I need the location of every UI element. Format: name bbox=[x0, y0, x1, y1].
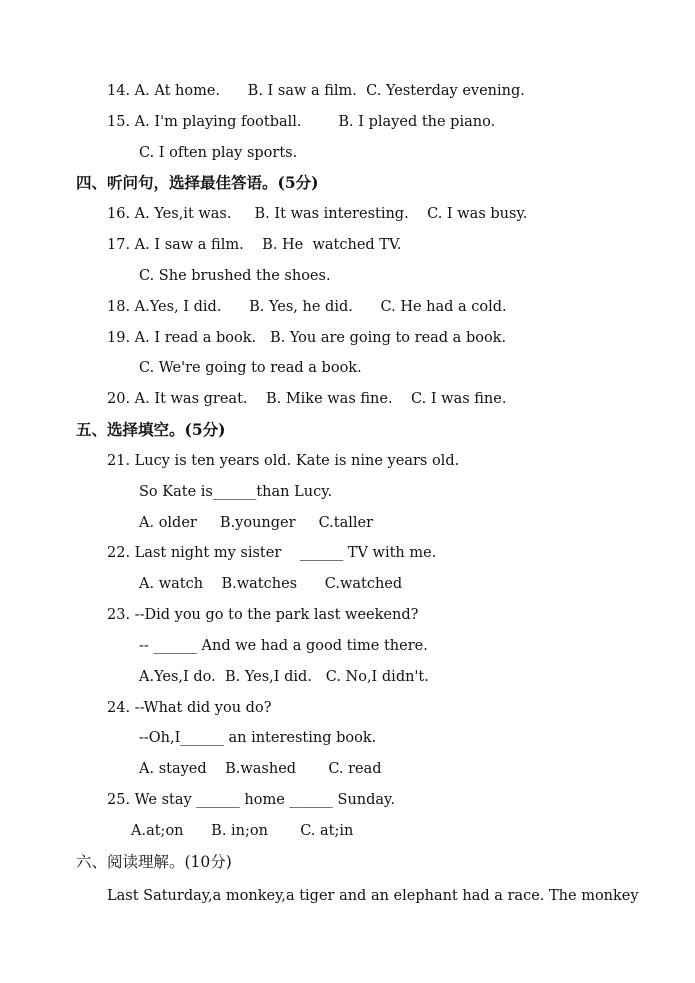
question-23-options: A.Yes,I do. B. Yes,I did. C. No,I didn't. bbox=[139, 669, 429, 685]
question-24: 24. --What did you do? bbox=[107, 700, 272, 716]
section-4-heading: 四、听问句，选择最佳答语。(5分) bbox=[76, 173, 319, 192]
question-17: 17. A. I saw a film. B. He watched TV. bbox=[107, 237, 402, 253]
question-19-option-c: C. We're going to read a book. bbox=[139, 360, 362, 376]
question-21-blank: So Kate is______than Lucy. bbox=[139, 484, 333, 500]
question-23-blank: -- ______ And we had a good time there. bbox=[139, 638, 428, 654]
section-6-heading: 六、阅读理解。(10分) bbox=[76, 853, 232, 871]
question-22-options: A. watch B.watches C.watched bbox=[139, 576, 403, 592]
section-5-heading: 五、选择填空。(5分) bbox=[76, 420, 226, 439]
question-24-options: A. stayed B.washed C. read bbox=[139, 761, 382, 777]
reading-passage: Last Saturday,a monkey,a tiger and an elephant had a race. The monkey bbox=[107, 888, 639, 904]
question-15-option-c: C. I often play sports. bbox=[139, 145, 298, 161]
question-18: 18. A.Yes, I did. B. Yes, he did. C. He had a cold. bbox=[107, 299, 507, 315]
question-20: 20. A. It was great. B. Mike was fine. C. I was fine. bbox=[107, 391, 507, 407]
question-14: 14. A. At home. B. I saw a film. C. Yesterday evening. bbox=[107, 83, 525, 99]
question-17-option-c: C. She brushed the shoes. bbox=[139, 268, 331, 284]
question-25: 25. We stay ______ home ______ Sunday. bbox=[107, 792, 395, 808]
question-15: 15. A. I'm playing football. B. I played the piano. bbox=[107, 114, 496, 130]
question-23: 23. --Did you go to the park last weekend? bbox=[107, 607, 419, 623]
question-22: 22. Last night my sister ______ TV with me. bbox=[107, 545, 437, 561]
question-21: 21. Lucy is ten years old. Kate is nine years old. bbox=[107, 453, 460, 469]
question-16: 16. A. Yes,it was. B. It was interesting. C. I was busy. bbox=[107, 206, 528, 222]
question-19: 19. A. I read a book. B. You are going to read a book. bbox=[107, 330, 507, 346]
question-24-blank: --Oh,I______ an interesting book. bbox=[139, 730, 377, 746]
question-21-options: A. older B.younger C.taller bbox=[139, 515, 374, 531]
question-25-options: A.at;on B. in;on C. at;in bbox=[131, 823, 354, 839]
